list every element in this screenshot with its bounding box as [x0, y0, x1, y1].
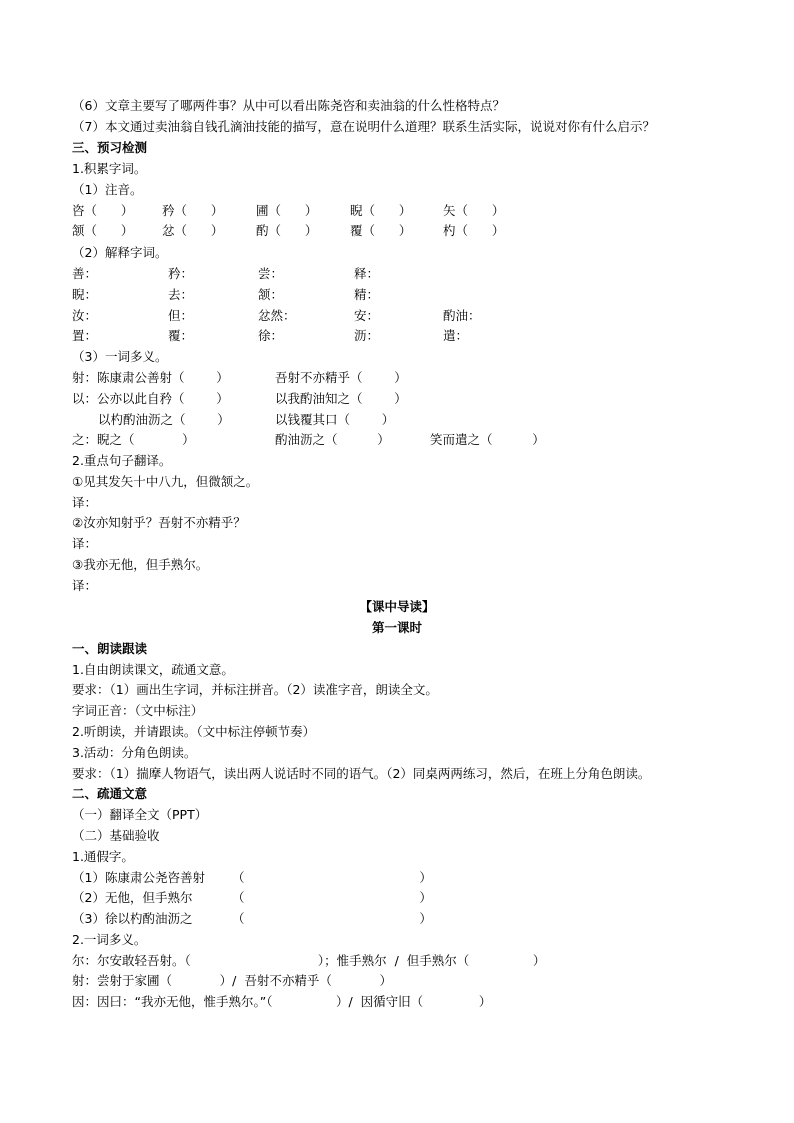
- pinyin-item: 矢（ ）: [443, 203, 505, 218]
- polysemy-item: 之：睨之（ ）: [72, 432, 195, 447]
- pinyin-item: 圃（ ）: [256, 203, 318, 218]
- polysemy-2-heading: 2.一词多义。: [72, 932, 147, 947]
- pinyin-item: 咨（ ）: [72, 203, 134, 218]
- tongjia-item: （1）陈康肃公尧咨善射: [72, 870, 205, 885]
- sentence-1: ①见其发矢十中八九，但微颔之。: [72, 474, 259, 489]
- explain-item: 沥：: [354, 328, 380, 343]
- tongjia-blank: （ ）: [232, 870, 432, 885]
- reading-item: 3.活动：分角色朗读。: [72, 745, 197, 760]
- in-class-guide-title: 【课中导读】: [359, 599, 435, 614]
- accumulate-words: 1.积累字词。: [72, 161, 147, 176]
- translation-heading: 2.重点句子翻译。: [72, 453, 172, 468]
- pinyin-item: 杓（ ）: [443, 223, 505, 238]
- polysemy-item: 以杓酌油沥之（ ）: [98, 412, 230, 427]
- tongjia-item: （3）徐以杓酌油沥之: [72, 911, 193, 926]
- sentence-2: ②汝亦知射乎？吾射不亦精乎？: [72, 515, 246, 530]
- question-7: （7）本文通过卖油翁自钱孔滴油技能的描写，意在说明什么道理？联系生活实际，说说对你有什么启示？: [72, 119, 655, 134]
- polysemy-item: 吾射不亦精乎（ ）: [275, 370, 407, 385]
- explain-item: 遣：: [443, 328, 469, 343]
- explain-item: 矜：: [168, 266, 194, 281]
- polysemy-item: 以：公亦以此自矜（ ）: [72, 391, 229, 406]
- polysemy-er: 尔：尔安敢轻吾射。（ ）；惟手熟尔 / 但手熟尔（ ）: [72, 953, 546, 968]
- explain-item: 颔：: [258, 287, 284, 302]
- explain-heading: （2）解释字词。: [72, 245, 168, 260]
- explain-item: 置：: [72, 328, 98, 343]
- reading-item: 要求：（1）揣摩人物语气，读出两人说话时不同的语气。（2）同桌两两练习，然后，在班上分角色朗读。: [72, 766, 651, 781]
- explain-item: 尝：: [258, 266, 284, 281]
- section-reading-title: 一、朗读跟读: [72, 641, 148, 656]
- understand-item: （一）翻译全文（PPT）: [72, 807, 208, 822]
- explain-item: 安：: [354, 308, 380, 323]
- pinyin-item: 忿（ ）: [162, 223, 224, 238]
- section-understand-title: 二、疏通文意: [72, 786, 148, 801]
- reading-item: 1.自由朗读课文，疏通文意。: [72, 662, 234, 677]
- pinyin-item: 颔（ ）: [72, 223, 134, 238]
- tongjia-blank: （ ）: [232, 911, 432, 926]
- polysemy-item: 酌油沥之（ ）: [275, 432, 390, 447]
- explain-item: 睨：: [72, 287, 98, 302]
- reading-item: 2.听朗读，并请跟读。（文中标注停顿节奏）: [72, 724, 316, 739]
- explain-item: 去：: [168, 287, 194, 302]
- first-lesson-title: 第一课时: [371, 620, 422, 635]
- explain-item: 忿然：: [258, 308, 296, 323]
- understand-item: 1.通假字。: [72, 849, 134, 864]
- explain-item: 覆：: [168, 328, 194, 343]
- pinyin-item: 睨（ ）: [350, 203, 412, 218]
- pinyin-item: 矜（ ）: [162, 203, 224, 218]
- polysemy-item: 以钱覆其口（ ）: [275, 412, 395, 427]
- tongjia-blank: （ ）: [232, 890, 432, 905]
- polysemy-item: 笑而遣之（ ）: [430, 432, 545, 447]
- polysemy-item: 以我酌油知之（ ）: [275, 391, 407, 406]
- question-6: （6）文章主要写了哪两件事？从中可以看出陈尧咨和卖油翁的什么性格特点？: [72, 98, 505, 113]
- translation-label: 译：: [72, 578, 98, 593]
- tongjia-item: （2）无他，但手熟尔: [72, 890, 193, 905]
- section-preview-test-title: 三、预习检测: [72, 140, 148, 155]
- explain-item: 但：: [168, 308, 194, 323]
- explain-item: 汝：: [72, 308, 98, 323]
- pinyin-item: 覆（ ）: [350, 223, 412, 238]
- reading-item: 字词正音：（文中标注）: [72, 703, 204, 718]
- explain-item: 酌油：: [443, 308, 481, 323]
- translation-label: 译：: [72, 536, 98, 551]
- explain-item: 精：: [354, 287, 380, 302]
- understand-item: （二）基础验收: [72, 828, 160, 843]
- pinyin-heading: （1）注音。: [72, 182, 143, 197]
- explain-item: 徐：: [258, 328, 284, 343]
- polysemy-item: 射：陈康肃公善射（ ）: [72, 370, 229, 385]
- explain-item: 善：: [72, 266, 98, 281]
- explain-item: 释：: [354, 266, 380, 281]
- sentence-3: ③我亦无他，但手熟尔。: [72, 557, 209, 572]
- polysemy-heading: （3）一词多义。: [72, 349, 168, 364]
- polysemy-yin: 因：因曰：“我亦无他，惟手熟尔。”（ ）/ 因循守旧（ ）: [72, 994, 492, 1009]
- polysemy-she: 射：尝射于家圃（ ）/ 吾射不亦精乎（ ）: [72, 973, 393, 988]
- pinyin-item: 酌（ ）: [256, 223, 318, 238]
- translation-label: 译：: [72, 495, 98, 510]
- reading-item: 要求：（1）画出生字词，并标注拼音。（2）读准字音，朗读全文。: [72, 682, 438, 697]
